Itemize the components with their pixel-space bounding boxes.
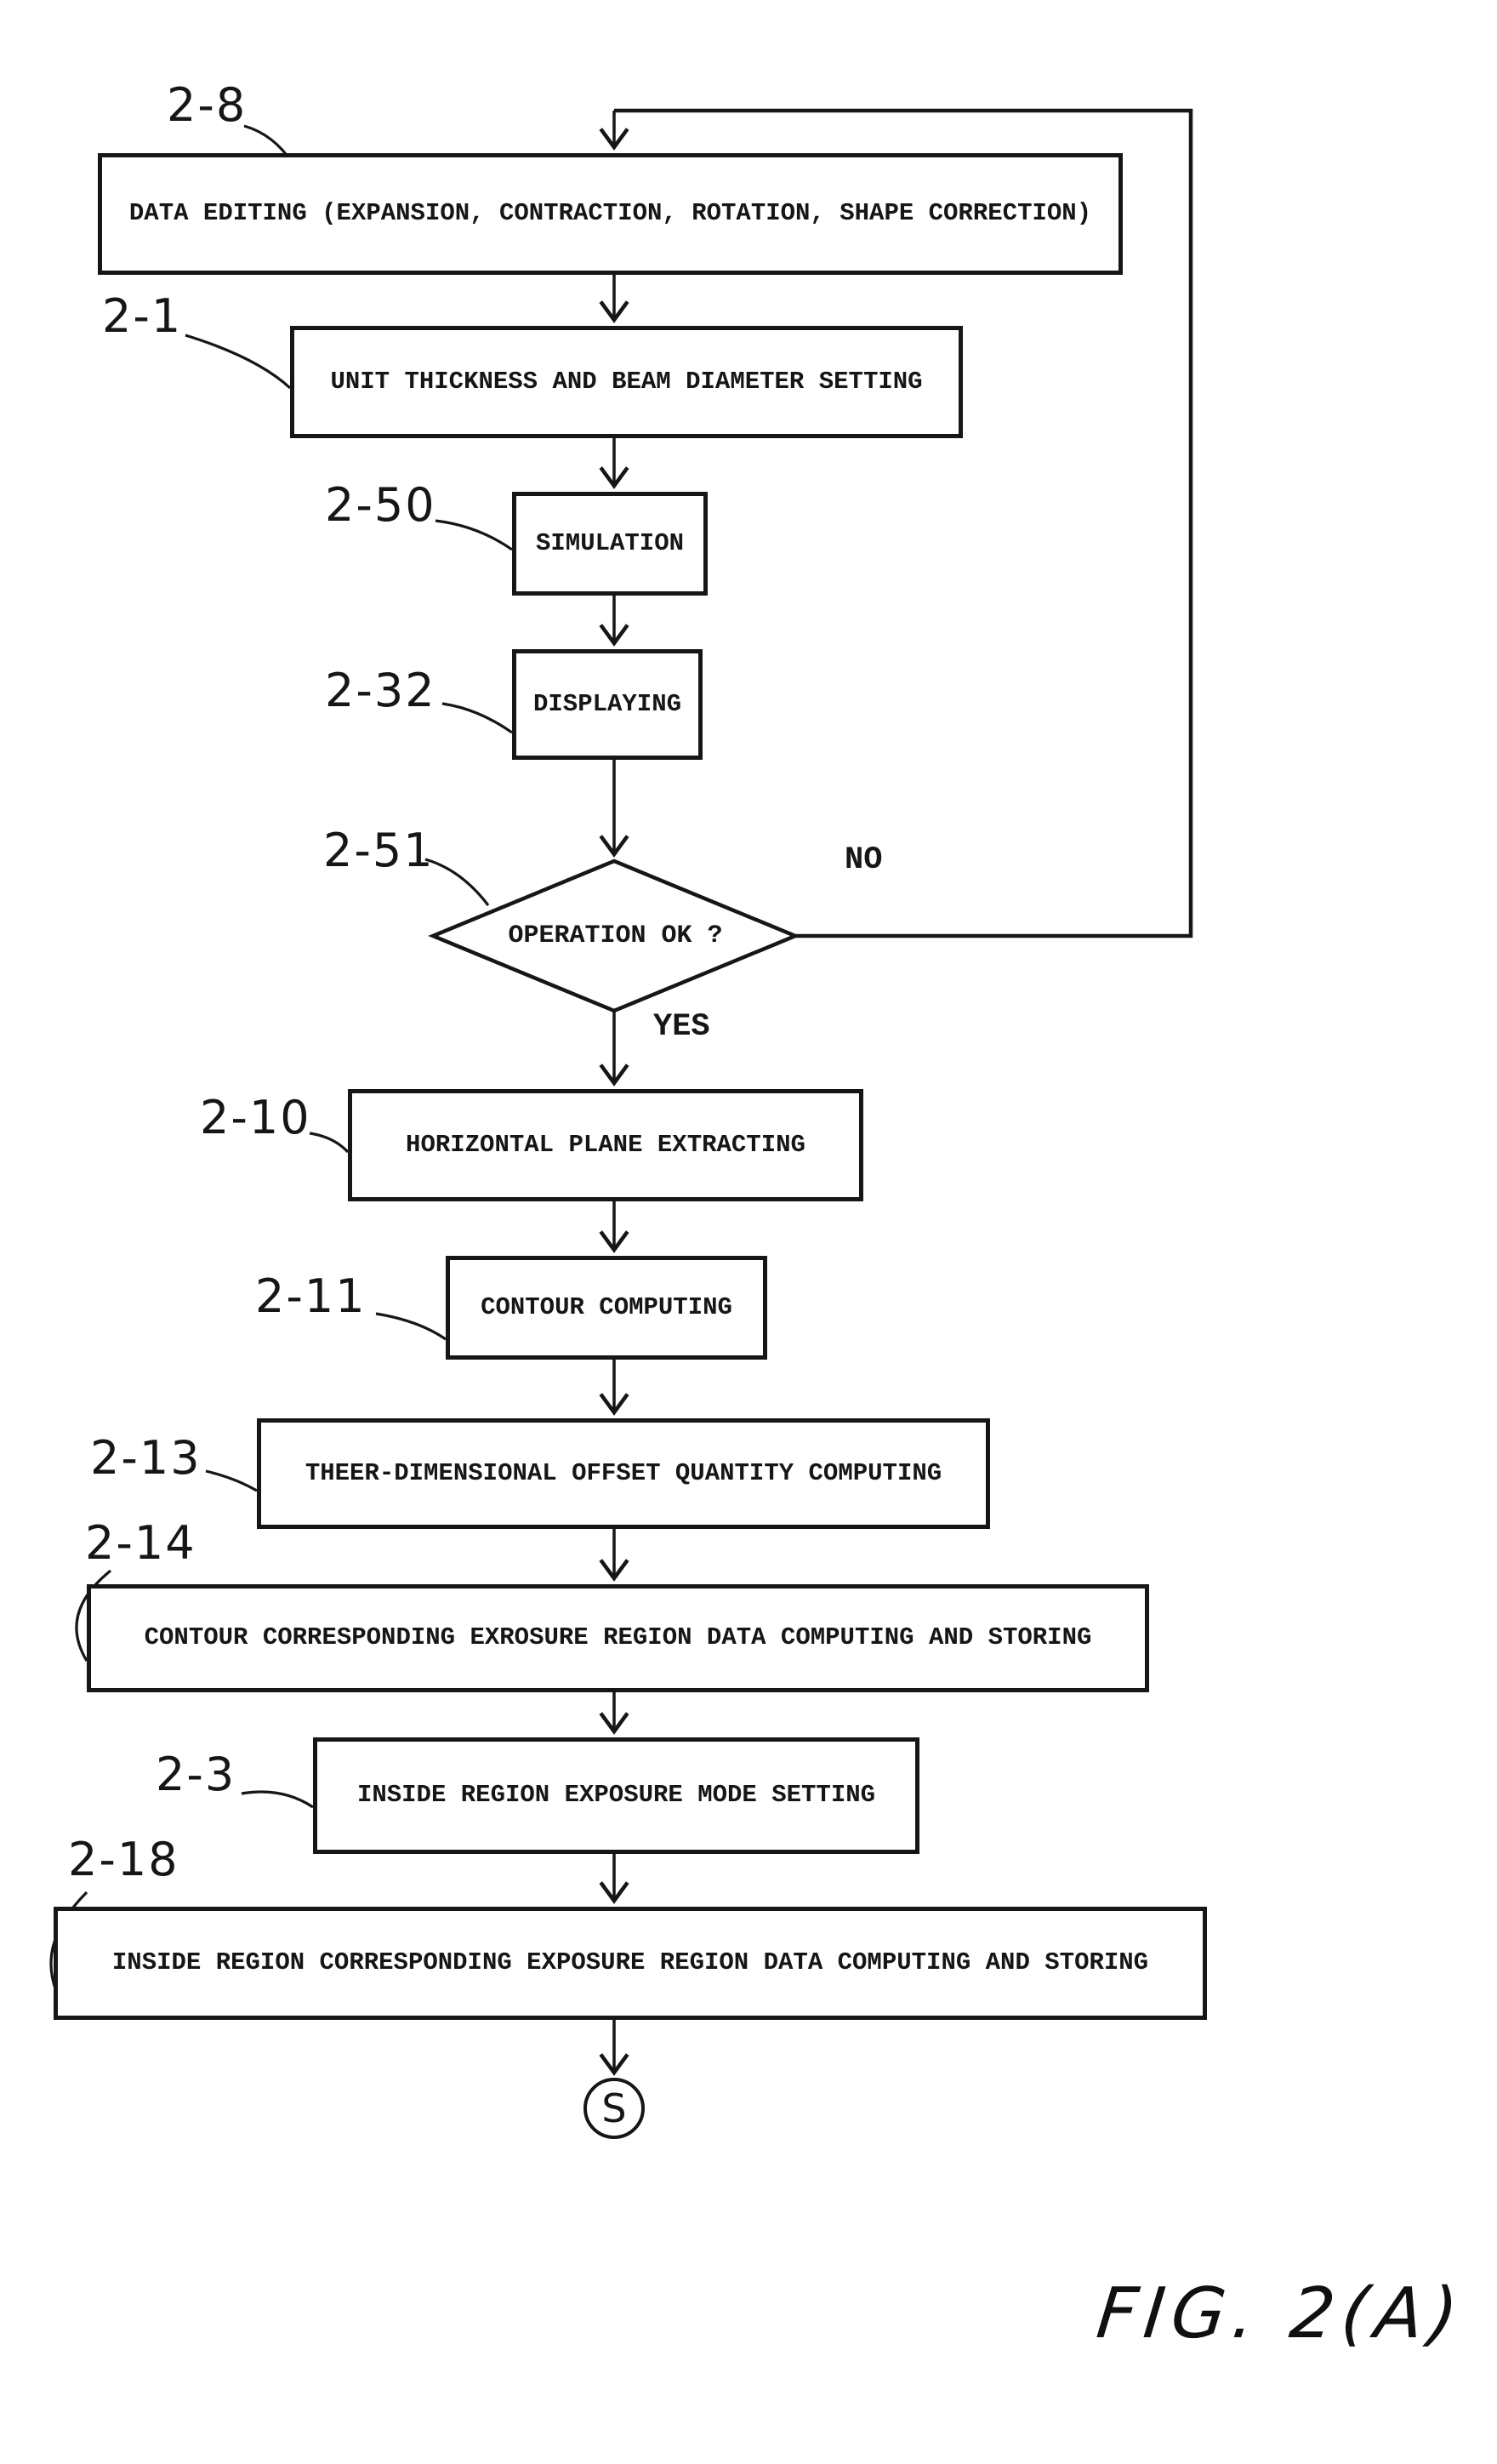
leader-2-1 (185, 335, 290, 388)
ref-label-2-10: 2-10 (200, 1091, 311, 1144)
ref-label-2-8: 2-8 (167, 78, 248, 132)
leader-2-13 (206, 1471, 257, 1491)
flow-node-unit-thickness: UNIT THICKNESS AND BEAM DIAMETER SETTING (290, 326, 963, 438)
leader-2-32 (442, 704, 512, 733)
flow-node-data-editing: DATA EDITING (EXPANSION, CONTRACTION, ROTATION, SHAPE CORRECTION) (98, 153, 1123, 275)
flow-node-displaying: DISPLAYING (512, 649, 703, 760)
flow-node-inside-mode: INSIDE REGION EXPOSURE MODE SETTING (313, 1737, 919, 1854)
leader-2-11 (376, 1314, 446, 1339)
flow-node-inside-exposure: INSIDE REGION CORRESPONDING EXPOSURE REGION DATA COMPUTING AND STORING (54, 1907, 1207, 2020)
leader-2-10 (310, 1133, 348, 1152)
flow-node-contour-computing: CONTOUR COMPUTING (446, 1256, 767, 1360)
ref-label-2-51: 2-51 (323, 824, 435, 877)
ref-label-2-13: 2-13 (90, 1431, 202, 1485)
branch-label-yes: YES (653, 1009, 710, 1045)
ref-label-2-18: 2-18 (68, 1833, 179, 1886)
ref-label-2-50: 2-50 (325, 478, 436, 532)
flow-node-horizontal-plane: HORIZONTAL PLANE EXTRACTING (348, 1089, 863, 1201)
flow-node-simulation: SIMULATION (512, 492, 708, 596)
ref-label-2-14: 2-14 (85, 1516, 196, 1570)
ref-label-2-3: 2-3 (156, 1748, 236, 1801)
branch-label-no: NO (845, 842, 883, 878)
ref-label-2-1: 2-1 (102, 289, 183, 343)
flow-node-operation-ok-label: OPERATION OK ? (508, 921, 723, 950)
ref-label-2-32: 2-32 (325, 664, 436, 717)
leader-2-3 (242, 1792, 313, 1807)
terminal-s-label: S (601, 2085, 627, 2131)
flow-node-offset-quantity: THEER-DIMENSIONAL OFFSET QUANTITY COMPUTING (257, 1418, 990, 1529)
figure-caption: FIG. 2(A) (1093, 2273, 1469, 2354)
leader-2-50 (435, 521, 512, 550)
ref-label-2-11: 2-11 (255, 1269, 367, 1323)
flow-node-contour-exposure: CONTOUR CORRESPONDING EXROSURE REGION DATA COMPUTING AND STORING (87, 1584, 1149, 1692)
